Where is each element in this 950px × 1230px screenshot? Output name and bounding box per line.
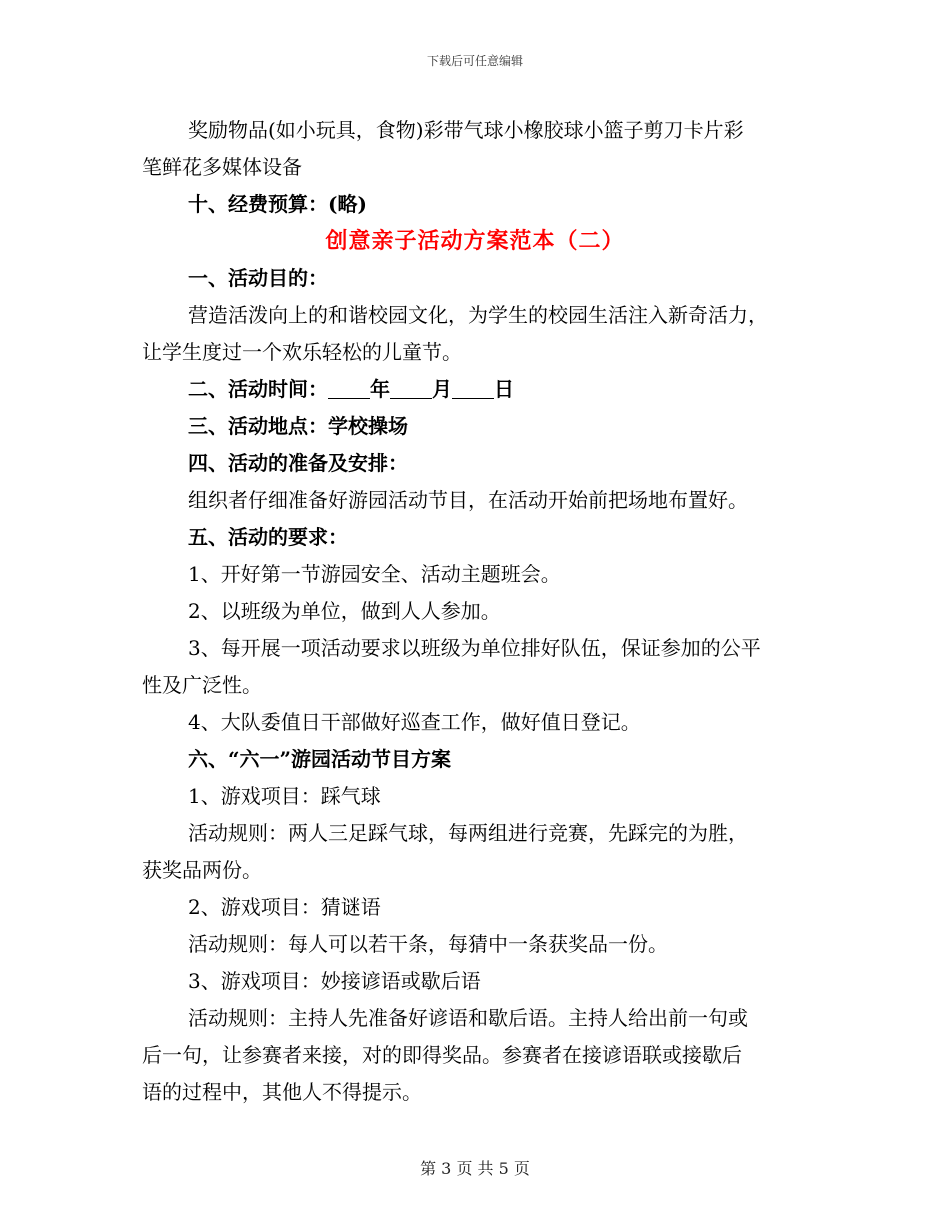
year-label: 年 [370,377,390,401]
page-footer: 第 3 页 共 5 页 [420,1159,530,1178]
paragraph-line: 活动规则：主持人先准备好谚语和歇后语。主持人给出前一句或 [188,1006,748,1030]
section-heading: 一、活动目的： [188,266,328,290]
paragraph-line: 笔鲜花多媒体设备 [142,155,302,179]
paragraph-line: 活动规则：每人可以若干条，每猜中一条获奖品一份。 [188,932,668,956]
paragraph-line: 语的过程中，其他人不得提示。 [142,1080,422,1104]
paragraph-line: 活动规则：两人三足踩气球，每两组进行竞赛，先踩完的为胜， [188,821,748,845]
month-label: 月 [432,377,452,401]
page-header: 下载后可任意编辑 [426,54,523,68]
document-body [142,112,808,1111]
section-heading: 六、“六一”游园活动节目方案 [188,747,452,771]
paragraph-line: 后一句，让参赛者来接，对的即得奖品。参赛者在接谚语联或接歇后 [142,1043,742,1067]
list-item: 2、以班级为单位，做到人人参加。 [188,599,501,623]
list-item: 4、大队委值日干部做好巡查工作，做好值日登记。 [188,710,641,734]
section-heading: 四、活动的准备及安排： [188,451,408,475]
day-label: 日 [494,377,514,401]
paragraph-line: 奖励物品(如小玩具，食物)彩带气球小橡胶球小篮子剪刀卡片彩 [188,118,744,142]
list-item: 1、游戏项目：踩气球 [188,784,381,808]
document-title: 创意亲子活动方案范本（二） [325,228,625,254]
month-blank [390,378,432,399]
date-label: 二、活动时间： [188,377,328,401]
paragraph-line: 性及广泛性。 [142,673,262,697]
paragraph-line: 组织者仔细准备好游园活动节目，在活动开始前把场地布置好。 [188,488,748,512]
year-blank [328,378,370,399]
paragraph-line: 让学生度过一个欢乐轻松的儿童节。 [142,340,462,364]
list-item: 3、游戏项目：妙接谚语或歇后语 [188,969,481,993]
paragraph-line: 营造活泼向上的和谐校园文化，为学生的校园生活注入新奇活力， [188,303,768,327]
list-item: 1、开好第一节游园安全、活动主题班会。 [188,562,561,586]
paragraph-line: 获奖品两份。 [142,858,262,882]
section-heading: 三、活动地点：学校操场 [188,414,408,438]
section-heading: 十、经费预算：(略) [188,192,367,216]
section-heading-date [142,371,808,408]
day-blank [452,378,494,399]
list-item: 3、每开展一项活动要求以班级为单位排好队伍，保证参加的公平 [188,636,761,660]
section-heading: 五、活动的要求： [188,525,348,549]
list-item: 2、游戏项目：猜谜语 [188,895,381,919]
